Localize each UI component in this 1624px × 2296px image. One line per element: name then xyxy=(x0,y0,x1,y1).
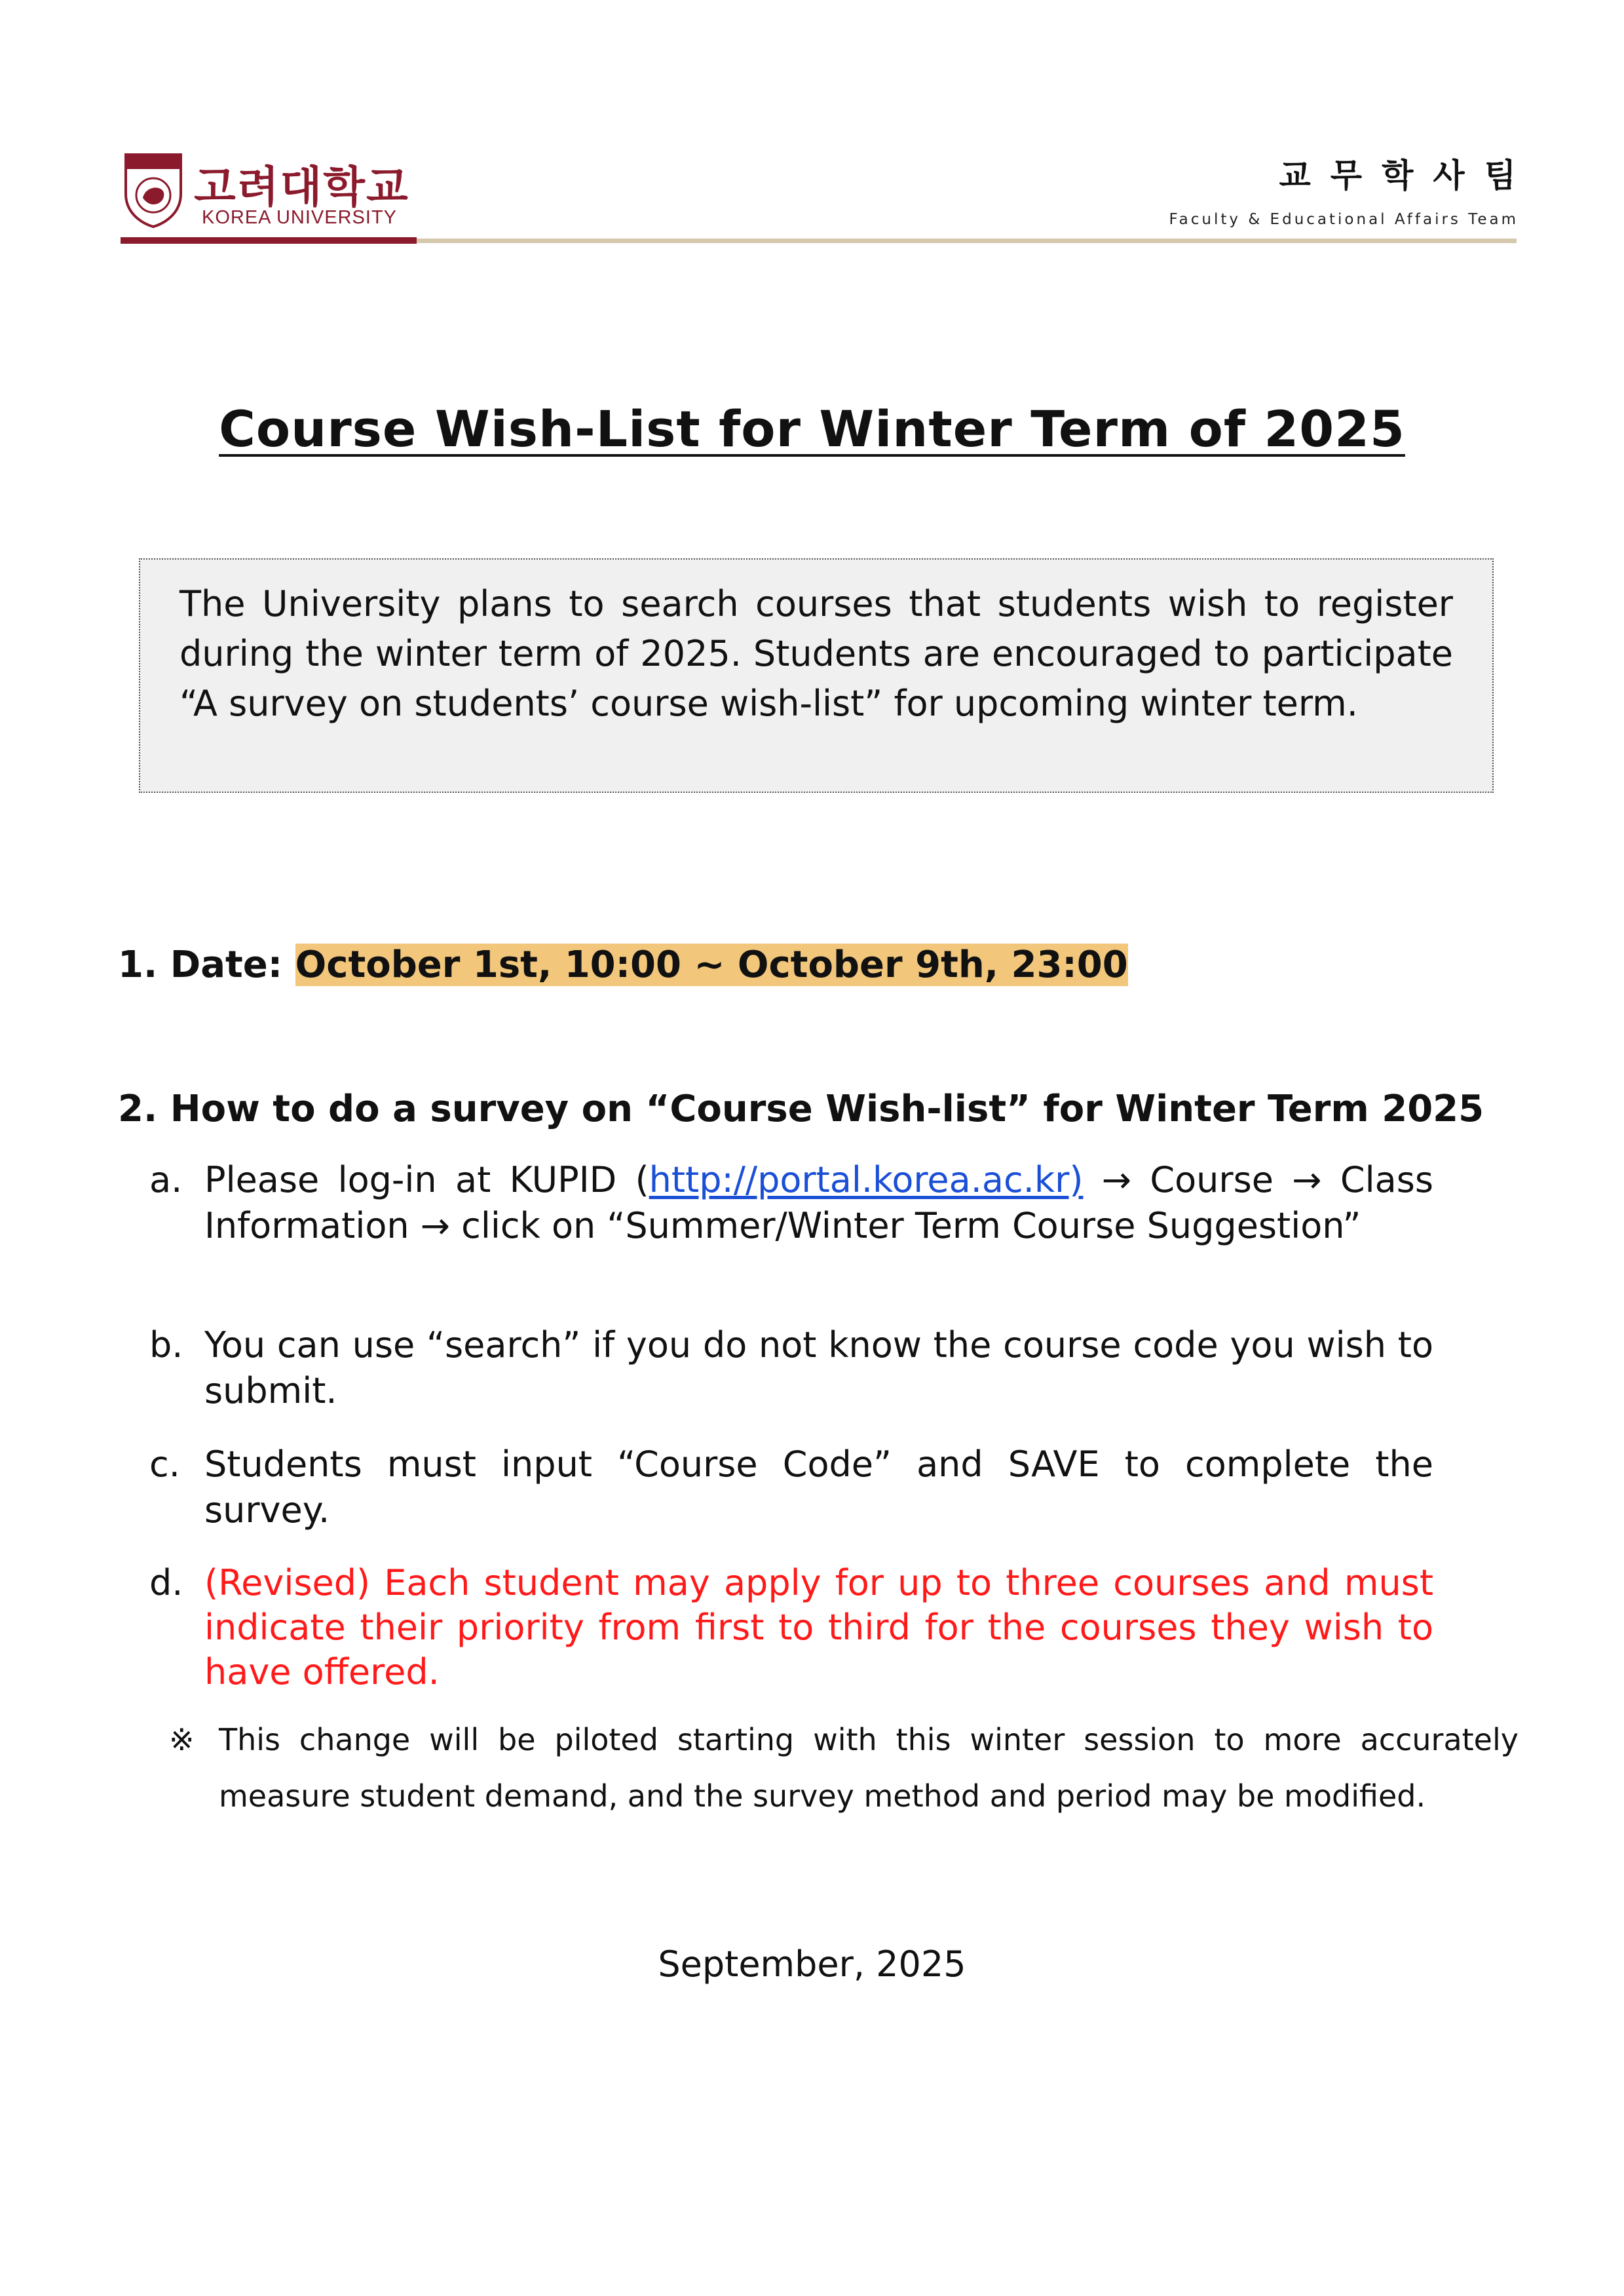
list-item-text-part: → Course → Class Information → click on “Summer/Winter Term Course Suggestion” xyxy=(204,1159,1433,1246)
document-title xyxy=(0,400,1624,458)
university-logo xyxy=(123,152,411,239)
list-item-text xyxy=(204,1157,1433,1249)
list-marker: b. xyxy=(149,1324,183,1366)
university-shield-icon xyxy=(123,152,183,229)
list-item xyxy=(149,1442,1433,1533)
header-rule-dark xyxy=(121,237,417,244)
kupid-portal-link[interactable]: http://portal.korea.ac.kr) xyxy=(649,1159,1084,1200)
list-item-text: You can use “search” if you do not know the course code you wish to submit. xyxy=(204,1324,1433,1411)
date-section xyxy=(118,944,1128,986)
revision-note-text: This change will be piloted starting with this winter session to more accurately measure student demand, and the survey method and period may be modified. xyxy=(219,1722,1519,1814)
logo-english-text: KOREA UNIVERSITY xyxy=(202,207,398,228)
list-item-revised xyxy=(149,1561,1433,1694)
footer-date: September, 2025 xyxy=(658,1943,966,1985)
team-name-korean: 교무학사팀 xyxy=(1279,157,1536,195)
intro-box xyxy=(139,558,1494,793)
logo-korean-text: 고려대학교 xyxy=(194,162,409,212)
list-marker: a. xyxy=(149,1159,183,1200)
date-value: October 1st, 10:00 ~ October 9th, 23:00 xyxy=(295,944,1128,986)
list-item-text: Students must input “Course Code” and SAVE to complete the survey. xyxy=(204,1444,1433,1531)
list-marker: c. xyxy=(149,1444,180,1485)
list-item xyxy=(149,1157,1433,1249)
list-item-text-part: Please log-in at KUPID ( xyxy=(204,1159,649,1200)
revision-note xyxy=(169,1712,1519,1824)
team-name-english: Faculty & Educational Affairs Team xyxy=(1169,211,1519,228)
list-item-text-revised: (Revised) Each student may apply for up to three courses and must indicate their priority from first to third for the courses they wish to have offered. xyxy=(204,1562,1433,1693)
date-label: 1. Date: xyxy=(118,944,295,986)
how-to-heading: 2. How to do a survey on “Course Wish-list” for Winter Term 2025 xyxy=(118,1088,1484,1130)
header-rule-light xyxy=(417,239,1517,243)
document-title-text: Course Wish-List for Winter Term of 2025 xyxy=(219,400,1405,458)
list-marker: d. xyxy=(149,1562,183,1603)
list-item xyxy=(149,1322,1433,1414)
intro-text: The University plans to search courses that students wish to register during the winter term of 2025. Students are encouraged to participate “A survey on students’ course wish-list” for upcoming winter term. xyxy=(179,583,1453,724)
reference-mark-icon: ※ xyxy=(169,1722,195,1757)
